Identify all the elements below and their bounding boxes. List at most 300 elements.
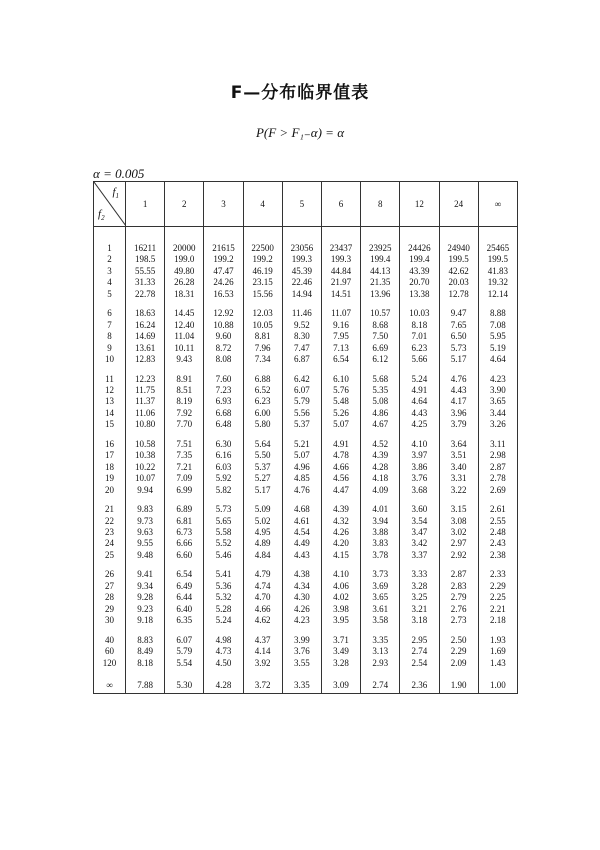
column-header: 2 [165,182,204,227]
table-cell: 12.78 [439,289,478,300]
table-cell: 10.05 [243,320,282,331]
column-variable-label: $f_1$ [112,186,119,201]
row-header: 11 [94,374,126,385]
table-row [94,374,518,385]
table-cell: 4.49 [282,538,321,549]
table-cell: 49.80 [165,266,204,277]
table-cell: 2.95 [400,635,439,646]
table-cell: 7.88 [126,677,165,694]
table-cell: 198.5 [126,254,165,265]
table-cell: 6.87 [282,354,321,365]
table-cell: 2.78 [478,473,517,484]
table-cell: 11.07 [321,308,360,319]
table-cell: 6.99 [165,485,204,496]
table-cell: 3.18 [400,615,439,626]
table-cell: 10.38 [126,450,165,461]
table-cell: 23.15 [243,277,282,288]
table-cell: 4.89 [243,538,282,549]
table-cell: 4.09 [361,485,400,496]
table-cell: 16211 [126,243,165,254]
table-cell: 18.63 [126,308,165,319]
table-cell: 9.16 [321,320,360,331]
table-cell: 3.61 [361,604,400,615]
table-cell: 12.83 [126,354,165,365]
table-cell: 12.40 [165,320,204,331]
table-cell: 3.98 [321,604,360,615]
table-cell: 5.36 [204,581,243,592]
table-cell: 199.3 [321,254,360,265]
row-header: 5 [94,289,126,300]
table-row [94,592,518,603]
table-cell: 2.83 [439,581,478,592]
table-cell: 2.69 [478,485,517,496]
table-cell: 4.26 [282,604,321,615]
table-cell: 3.76 [282,646,321,657]
table-cell: 2.36 [400,677,439,694]
table-cell: 3.09 [321,677,360,694]
table-cell: 4.64 [400,396,439,407]
table-cell: 9.47 [439,308,478,319]
table-cell: 4.74 [243,581,282,592]
table-cell: 42.62 [439,266,478,277]
table-cell: 2.54 [400,658,439,669]
table-cell: 4.34 [282,581,321,592]
table-cell: 6.54 [165,569,204,580]
table-cell: 4.91 [400,385,439,396]
table-cell: 5.19 [478,343,517,354]
table-cell: 3.28 [400,581,439,592]
row-header: ∞ [94,677,126,694]
table-cell: 4.14 [243,646,282,657]
table-cell: 3.35 [361,635,400,646]
table-cell: 2.79 [439,592,478,603]
table-cell: 4.68 [282,504,321,515]
table-cell: 21615 [204,243,243,254]
table-cell: 6.81 [165,516,204,527]
table-cell: 9.48 [126,550,165,561]
table-cell: 9.94 [126,485,165,496]
table-cell: 18.31 [165,289,204,300]
table-cell: 20.70 [400,277,439,288]
table-cell: 11.75 [126,385,165,396]
table-cell: 5.76 [321,385,360,396]
table-cell: 4.30 [282,592,321,603]
table-row [94,439,518,450]
table-cell: 3.71 [321,635,360,646]
table-cell: 9.83 [126,504,165,515]
table-cell: 2.55 [478,516,517,527]
table-row [94,527,518,538]
table-row [94,473,518,484]
table-cell: 6.68 [204,408,243,419]
table-cell: 7.47 [282,343,321,354]
table-cell: 2.18 [478,615,517,626]
table-cell: 2.25 [478,592,517,603]
table-cell: 3.97 [400,450,439,461]
table-cell: 3.37 [400,550,439,561]
table-cell: 6.23 [400,343,439,354]
row-header: 30 [94,615,126,626]
table-cell: 14.94 [282,289,321,300]
row-header: 28 [94,592,126,603]
row-header: 12 [94,385,126,396]
table-cell: 4.06 [321,581,360,592]
table-cell: 4.95 [243,527,282,538]
table-cell: 3.26 [478,419,517,430]
table-cell: 3.31 [439,473,478,484]
table-cell: 3.44 [478,408,517,419]
table-cell: 4.25 [400,419,439,430]
table-cell: 5.37 [243,462,282,473]
table-row [94,419,518,430]
table-cell: 4.76 [439,374,478,385]
table-cell: 11.04 [165,331,204,342]
table-cell: 4.86 [361,408,400,419]
table-cell: 5.95 [478,331,517,342]
table-cell: 4.23 [478,374,517,385]
table-cell: 5.07 [282,450,321,461]
table-cell: 6.35 [165,615,204,626]
table-cell: 1.93 [478,635,517,646]
table-cell: 4.66 [321,462,360,473]
table-cell: 5.17 [439,354,478,365]
table-cell: 44.13 [361,266,400,277]
table-cell: 11.06 [126,408,165,419]
table-cell: 11.46 [282,308,321,319]
table-cell: 8.18 [126,658,165,669]
table-row [94,516,518,527]
table-cell: 3.54 [400,516,439,527]
table-cell: 2.98 [478,450,517,461]
table-cell: 4.54 [282,527,321,538]
table-cell: 7.13 [321,343,360,354]
table-cell: 7.95 [321,331,360,342]
row-header: 20 [94,485,126,496]
table-row [94,462,518,473]
table-cell: 10.80 [126,419,165,430]
table-cell: 3.78 [361,550,400,561]
row-header: 19 [94,473,126,484]
table-cell: 24426 [400,243,439,254]
table-cell: 2.50 [439,635,478,646]
table-cell: 2.76 [439,604,478,615]
table-row [94,277,518,288]
table-cell: 3.47 [400,527,439,538]
table-row [94,635,518,646]
table-row [94,569,518,580]
table-cell: 2.74 [361,677,400,694]
column-header: 1 [126,182,165,227]
row-header: 120 [94,658,126,669]
table-cell: 4.64 [478,354,517,365]
table-cell: 12.92 [204,308,243,319]
table-cell: 4.20 [321,538,360,549]
column-header: 6 [321,182,360,227]
table-cell: 1.43 [478,658,517,669]
table-cell: 4.37 [243,635,282,646]
table-cell: 12.14 [478,289,517,300]
table-cell: 4.47 [321,485,360,496]
alpha-label: α = 0.005 [93,166,145,181]
table-cell: 6.03 [204,462,243,473]
table-cell: 5.65 [204,516,243,527]
table-cell: 4.38 [282,569,321,580]
table-cell: 5.56 [282,408,321,419]
table-cell: 5.50 [243,450,282,461]
table-cell: 3.95 [321,615,360,626]
table-cell: 9.18 [126,615,165,626]
row-header: 10 [94,354,126,365]
table-cell: 3.60 [400,504,439,515]
table-cell: 3.58 [361,615,400,626]
table-cell: 6.48 [204,419,243,430]
table-cell: 13.96 [361,289,400,300]
table-cell: 2.09 [439,658,478,669]
column-header: ∞ [478,182,517,227]
table-cell: 6.07 [165,635,204,646]
table-cell: 12.03 [243,308,282,319]
table-cell: 10.88 [204,320,243,331]
table-cell: 10.57 [361,308,400,319]
table-cell: 3.79 [439,419,478,430]
table-cell: 6.66 [165,538,204,549]
table-cell: 8.18 [400,320,439,331]
table-cell: 3.11 [478,439,517,450]
table-row [94,550,518,561]
table-cell: 22500 [243,243,282,254]
table-cell: 3.69 [361,581,400,592]
table-cell: 6.07 [282,385,321,396]
table-cell: 199.0 [165,254,204,265]
table-cell: 4.62 [243,615,282,626]
table-cell: 4.61 [282,516,321,527]
table-cell: 5.35 [361,385,400,396]
table-cell: 8.83 [126,635,165,646]
table-cell: 7.50 [361,331,400,342]
table-cell: 3.02 [439,527,478,538]
table-cell: 4.28 [361,462,400,473]
table-cell: 3.13 [361,646,400,657]
row-header: 14 [94,408,126,419]
table-cell: 5.21 [282,439,321,450]
table-cell: 13.61 [126,343,165,354]
table-cell: 6.12 [361,354,400,365]
table-row [94,343,518,354]
table-cell: 14.51 [321,289,360,300]
table-cell: 7.21 [165,462,204,473]
table-cell: 199.5 [478,254,517,265]
table-cell: 25465 [478,243,517,254]
table-cell: 6.44 [165,592,204,603]
table-cell: 199.2 [243,254,282,265]
table-cell: 199.4 [400,254,439,265]
table-cell: 3.51 [439,450,478,461]
table-cell: 5.92 [204,473,243,484]
table-cell: 3.73 [361,569,400,580]
table-cell: 4.18 [361,473,400,484]
table-cell: 5.64 [243,439,282,450]
table-cell: 3.96 [439,408,478,419]
table-cell: 21.97 [321,277,360,288]
table-cell: 7.51 [165,439,204,450]
table-cell: 24.26 [204,277,243,288]
table-cell: 2.87 [478,462,517,473]
table-cell: 4.78 [321,450,360,461]
table-cell: 2.74 [400,646,439,657]
table-cell: 2.29 [478,581,517,592]
table-cell: 4.85 [282,473,321,484]
table-cell: 4.96 [282,462,321,473]
row-header: 60 [94,646,126,657]
table-cell: 6.93 [204,396,243,407]
table-cell: 8.51 [165,385,204,396]
table-cell: 3.65 [478,396,517,407]
table-cell: 4.17 [439,396,478,407]
table-cell: 199.2 [204,254,243,265]
table-cell: 5.80 [243,419,282,430]
table-cell: 10.03 [400,308,439,319]
table-cell: 9.52 [282,320,321,331]
table-row [94,408,518,419]
table-body [94,227,518,694]
table-row [94,658,518,669]
table-header-row [94,182,518,227]
row-header: 6 [94,308,126,319]
table-cell: 4.98 [204,635,243,646]
table-cell: 8.81 [243,331,282,342]
table-cell: 6.54 [321,354,360,365]
table-cell: 3.28 [321,658,360,669]
table-cell: 6.30 [204,439,243,450]
table-cell: 6.52 [243,385,282,396]
table-cell: 3.33 [400,569,439,580]
table-cell: 3.64 [439,439,478,450]
table-cell: 3.15 [439,504,478,515]
table-cell: 2.38 [478,550,517,561]
table-cell: 7.92 [165,408,204,419]
table-cell: 4.79 [243,569,282,580]
table-cell: 10.11 [165,343,204,354]
table-cell: 4.01 [361,504,400,515]
row-header: 13 [94,396,126,407]
table-cell: 3.65 [361,592,400,603]
row-header: 26 [94,569,126,580]
column-header: 8 [361,182,400,227]
table-cell: 3.42 [400,538,439,549]
table-cell: 5.41 [204,569,243,580]
table-cell: 8.19 [165,396,204,407]
table-row [94,243,518,254]
table-cell: 3.40 [439,462,478,473]
row-header: 22 [94,516,126,527]
table-cell: 6.50 [439,331,478,342]
row-header: 24 [94,538,126,549]
table-cell: 199.4 [361,254,400,265]
table-cell: 4.43 [282,550,321,561]
table-cell: 7.60 [204,374,243,385]
table-cell: 5.32 [204,592,243,603]
table-row [94,385,518,396]
table-cell: 5.52 [204,538,243,549]
row-header: 8 [94,331,126,342]
table-row [94,254,518,265]
table-cell: 199.5 [439,254,478,265]
table-cell: 3.99 [282,635,321,646]
table-cell: 6.23 [243,396,282,407]
table-cell: 7.08 [478,320,517,331]
table-cell: 1.00 [478,677,517,694]
table-cell: 4.50 [204,658,243,669]
table-cell: 44.84 [321,266,360,277]
table-cell: 5.30 [165,677,204,694]
table-cell: 3.86 [400,462,439,473]
table-cell: 3.90 [478,385,517,396]
column-header: 5 [282,182,321,227]
table-cell: 4.26 [321,527,360,538]
column-header: 3 [204,182,243,227]
table-cell: 3.21 [400,604,439,615]
table-cell: 4.67 [361,419,400,430]
table-row [94,485,518,496]
table-cell: 7.96 [243,343,282,354]
table-cell: 4.70 [243,592,282,603]
table-cell: 16.53 [204,289,243,300]
table-cell: 6.73 [165,527,204,538]
table-cell: 14.45 [165,308,204,319]
table-cell: 7.23 [204,385,243,396]
table-cell: 5.79 [282,396,321,407]
table-cell: 4.39 [361,450,400,461]
table-cell: 4.43 [439,385,478,396]
table-cell: 19.32 [478,277,517,288]
table-cell: 5.54 [165,658,204,669]
table-cell: 12.23 [126,374,165,385]
table-cell: 3.88 [361,527,400,538]
table-cell: 5.37 [282,419,321,430]
table-cell: 1.90 [439,677,478,694]
table-cell: 5.07 [321,419,360,430]
table-cell: 6.40 [165,604,204,615]
row-header: 15 [94,419,126,430]
table-cell: 4.10 [321,569,360,580]
table-cell: 6.00 [243,408,282,419]
row-variable-label: $f_2$ [98,207,105,222]
table-row [94,646,518,657]
row-header: 29 [94,604,126,615]
table-cell: 46.19 [243,266,282,277]
table-cell: 5.17 [243,485,282,496]
column-header: 12 [400,182,439,227]
table-cell: 2.33 [478,569,517,580]
column-header: 24 [439,182,478,227]
header-corner [94,182,126,227]
table-row [94,289,518,300]
table-cell: 45.39 [282,266,321,277]
row-header: 21 [94,504,126,515]
row-header: 23 [94,527,126,538]
table-cell: 22.46 [282,277,321,288]
row-header: 4 [94,277,126,288]
table-row [94,615,518,626]
table-cell: 5.68 [361,374,400,385]
table-cell: 5.79 [165,646,204,657]
table-cell: 4.15 [321,550,360,561]
table-cell: 2.87 [439,569,478,580]
table-cell: 9.41 [126,569,165,580]
table-cell: 4.73 [204,646,243,657]
table-cell: 26.28 [165,277,204,288]
table-cell: 3.76 [400,473,439,484]
